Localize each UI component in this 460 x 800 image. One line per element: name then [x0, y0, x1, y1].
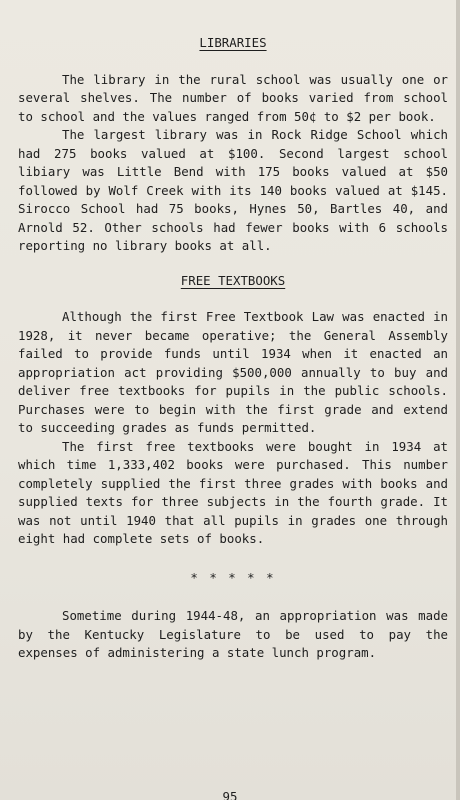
page-edge — [456, 0, 460, 800]
free-textbooks-paragraph-2: The first free textbooks were bought in 1934 at which time 1,333,402 books were purchased. This number completely supplied the first three grades with books and supplied texts for three subjects in the fourth grade. It was not until 1940 that all pupils in grades one through eight had complete sets of books. — [18, 438, 448, 546]
libraries-paragraph-2: The largest library was in Rock Ridge School which had 275 books valued at $100. Second largest school libiary was Little Bend with 175 books valued at $50 followed by Wolf Creek with its 140 books valued at $145. Sirocco School had 75 books, Hynes 50, Bartles 40, and Arnold 52. Other schools had fewer books with 6 schools reporting no library books at all. — [18, 127, 448, 253]
free-textbooks-paragraph-1: Although the first Free Textbook Law was enacted in 1928, it never became operative; the General Assembly failed to provide funds until 1934 when it enacted an appropriation act providing $500,000 annually to buy and deliver free textbooks for pupils in the public schools. Purchases were to begin with the first grade and extend to succeeding grades as funds permitted. — [18, 309, 448, 435]
section-separator: * * * * * — [190, 569, 276, 585]
page-text — [18, 34, 448, 663]
lunch-program-paragraph: Sometime during 1944-48, an appropriation was made by the Kentucky Legislature to be used to pay the expenses of administering a state lunch program. — [18, 608, 448, 660]
libraries-paragraph-1: The library in the rural school was usually one or several shelves. The number of books varied from school to school and the values ranged from 50¢ to $2 per book. — [18, 71, 448, 124]
section-heading-libraries: LIBRARIES — [199, 35, 267, 50]
section-heading-free-textbooks: FREE TEXTBOOKS — [180, 272, 286, 288]
page-number: 95 — [222, 789, 238, 800]
section-libraries — [18, 34, 448, 256]
section-free-textbooks — [18, 272, 448, 549]
